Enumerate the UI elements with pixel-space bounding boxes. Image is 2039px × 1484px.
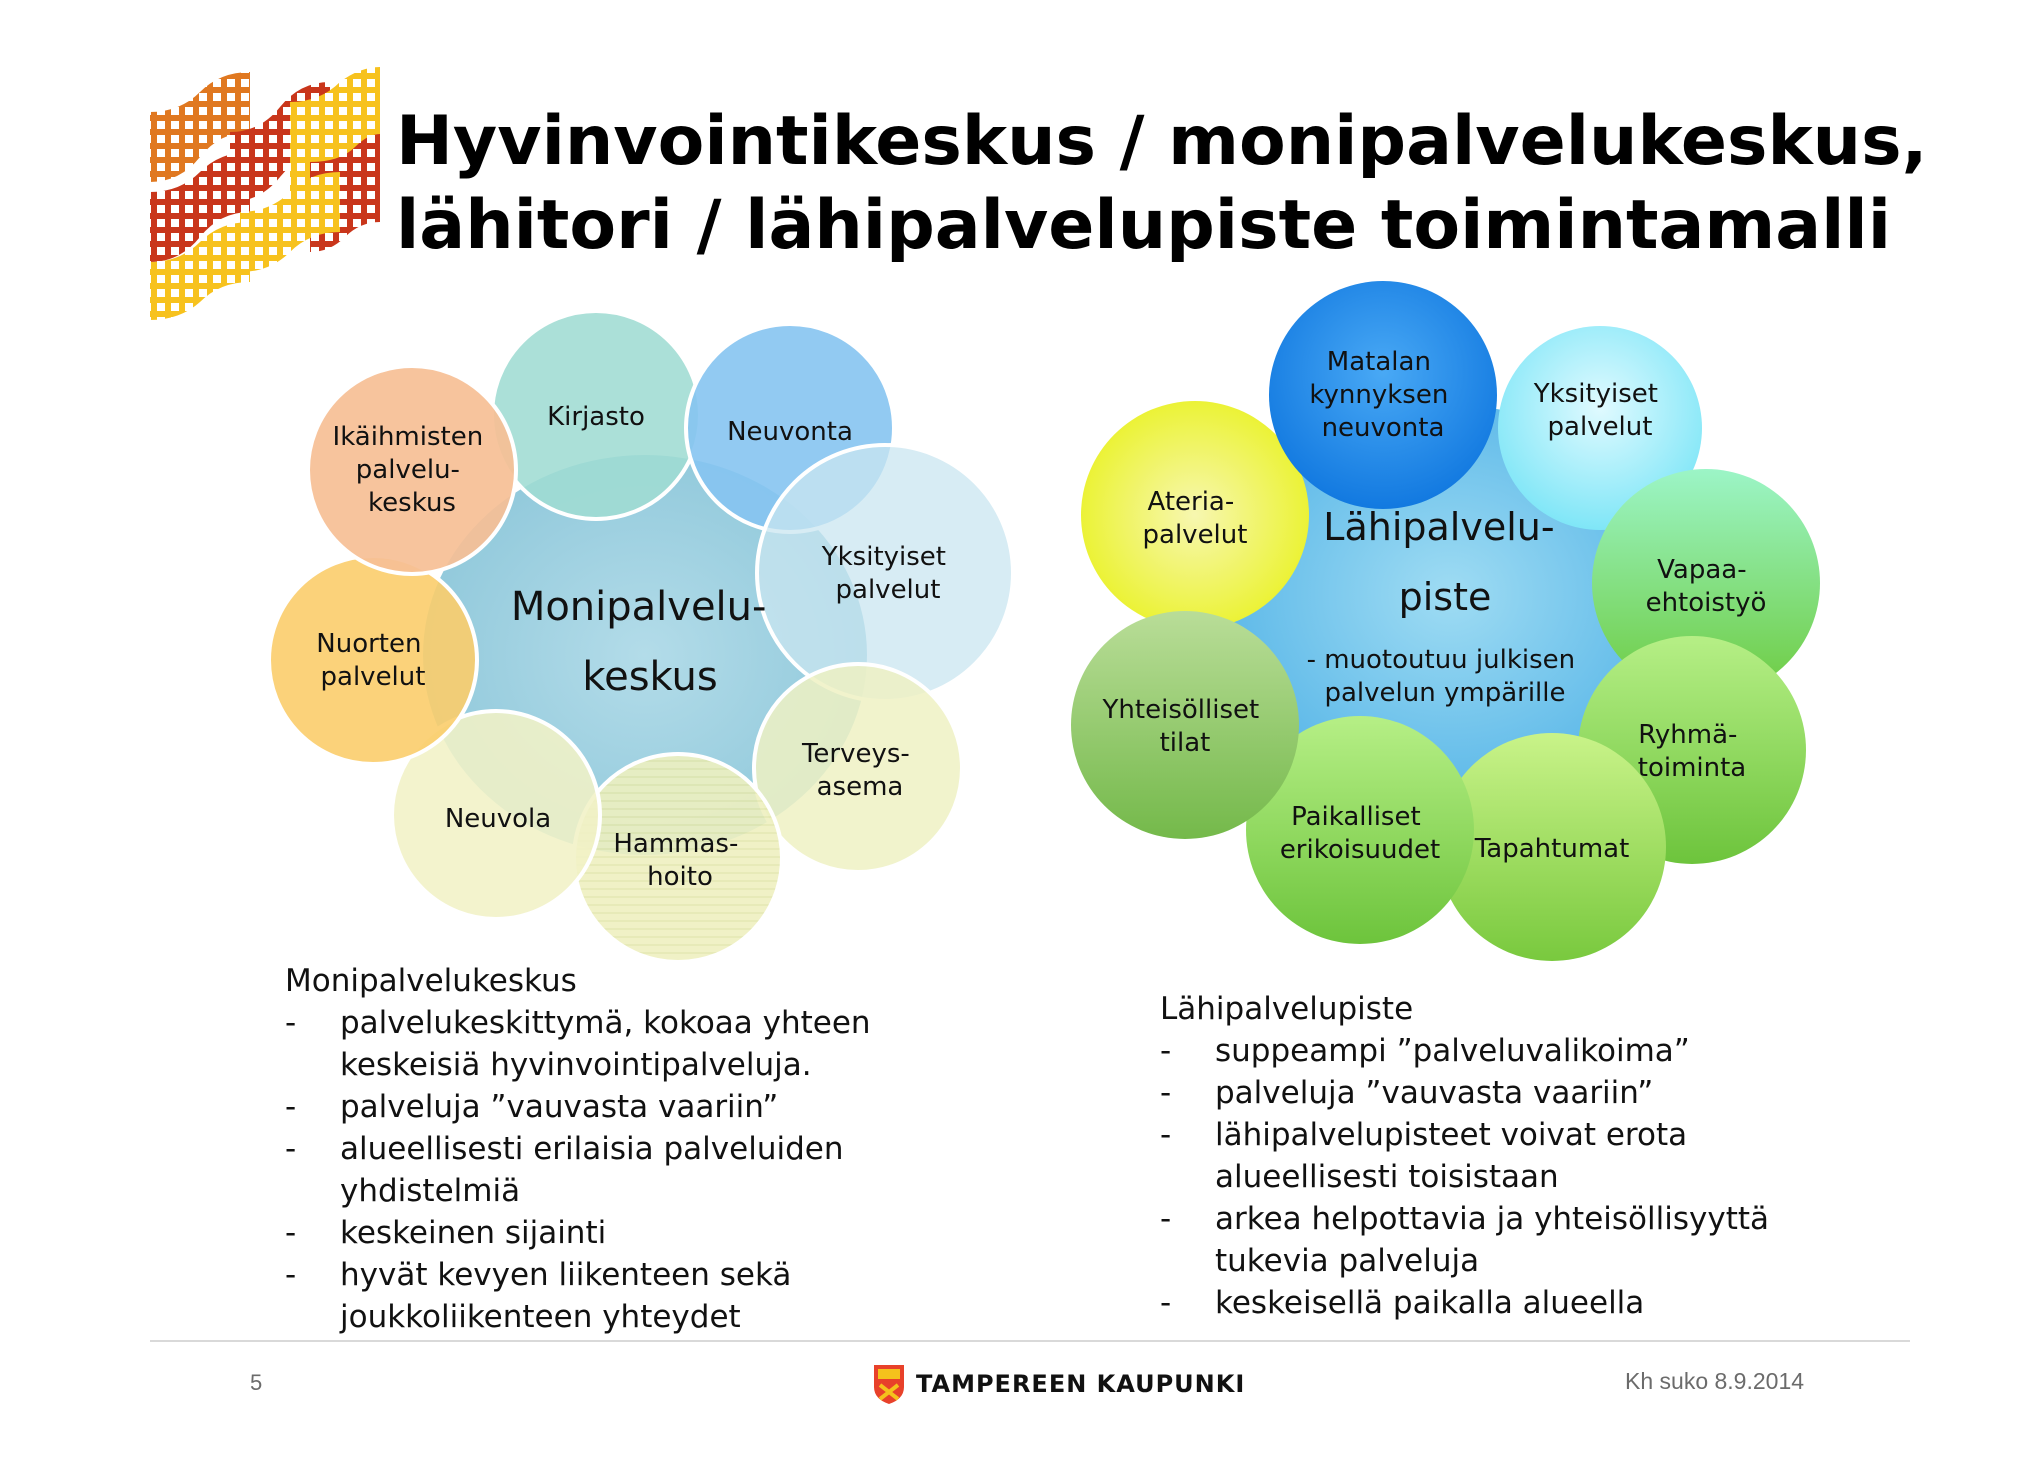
list-item-line: tukevia palveluja [1215,1243,1480,1279]
list-item [285,1128,885,1212]
left-diagram [269,311,1013,962]
monipalvelukeskus-list [285,960,885,1338]
label-neuvonta: Neuvonta [727,417,853,447]
center-label-lahipalvelu: Lähipalvelu- piste [1323,505,1555,619]
label-yksityiset-left: Yksityiset palvelut [821,542,946,605]
center-label-monipalvelu: Monipalvelu- keskus [510,584,767,700]
lahipalvelupiste-list [1160,988,1800,1324]
label-tapahtumat: Tapahtumat [1474,834,1630,864]
list-item [1160,1030,1800,1072]
list-item-line: - alueellisesti erilaisia palveluiden [340,1131,844,1167]
label-yhteisolliset: Yhteisölliset tilat [1102,695,1260,758]
list-item-line: - palveluja ”vauvasta vaariin” [1215,1075,1654,1111]
list-item-line: - keskeinen sijainti [340,1215,607,1251]
bubble-yksityiset [757,445,1013,701]
label-nuorten: Nuorten palvelut [316,629,426,692]
tampere-coat-of-arms-icon [872,1363,906,1405]
label-ryhmatoiminta: Ryhmä- toiminta [1637,720,1747,783]
center-sub-label: - muotoutuu julkisen palvelun ympärille [1306,645,1576,708]
label-ateria: Ateria- palvelut [1142,487,1248,550]
list-item-line: - palveluja ”vauvasta vaariin” [340,1089,779,1125]
footer-brand [872,1360,1245,1408]
list-item-line: - arkea helpottavia ja yhteisöllisyyttä [1215,1201,1770,1237]
list-item-line: alueellisesti toisistaan [1215,1159,1559,1195]
list-heading: Lähipalvelupiste [1160,991,1414,1027]
list-item [285,1254,885,1338]
list-item-line: keskeisiä hyvinvointipalveluja. [340,1047,812,1083]
label-ikaihmisten: Ikäihmisten palvelu- keskus [332,422,484,518]
label-kirjasto: Kirjasto [547,402,645,432]
list-item [285,1086,885,1128]
footer-divider [150,1340,1910,1342]
list-item [285,1002,885,1086]
list-item [1160,1198,1800,1282]
list-item-line: - lähipalvelupisteet voivat erota [1215,1117,1688,1153]
right-diagram [1071,281,1820,961]
label-yksityiset-right: Yksityiset palvelut [1533,379,1658,442]
list-item [1160,1282,1800,1324]
bubble-nuorten [269,556,477,764]
list-item-line: yhdistelmiä [340,1173,521,1209]
page-number: 5 [250,1370,263,1395]
list-item-line: - hyvät kevyen liikenteen sekä [340,1257,792,1293]
list-item [285,1212,885,1254]
list-item [1160,1072,1800,1114]
label-terveysasema: Terveys- asema [801,739,910,802]
label-vapaaehtoistyo: Vapaa- ehtoistyö [1645,555,1767,618]
title-line-2: lähitori / lähipalvelupiste toimintamalli [396,186,1892,265]
list-item-line: - keskeisellä paikalla alueella [1215,1285,1645,1321]
label-paikalliset: Paikalliset erikoisuudet [1279,802,1441,865]
bubble-yhteisolliset [1071,611,1299,839]
brand-name: TAMPEREEN KAUPUNKI [916,1370,1246,1398]
list-item-line: - palvelukeskittymä, kokoaa yhteen [340,1005,871,1041]
title-line-1: Hyvinvointikeskus / monipalvelukeskus, [396,102,1928,181]
footer-date: Kh suko 8.9.2014 [1625,1368,1805,1394]
label-hammashoito: Hammas- hoito [613,829,739,892]
list-item-line: - suppeampi ”palveluvalikoima” [1215,1033,1690,1069]
label-neuvola: Neuvola [444,804,552,834]
label-matalan: Matalan kynnyksen neuvonta [1309,347,1449,443]
list-heading: Monipalvelukeskus [285,963,577,999]
list-item-line: joukkoliikenteen yhteydet [340,1299,741,1335]
list-item [1160,1114,1800,1198]
